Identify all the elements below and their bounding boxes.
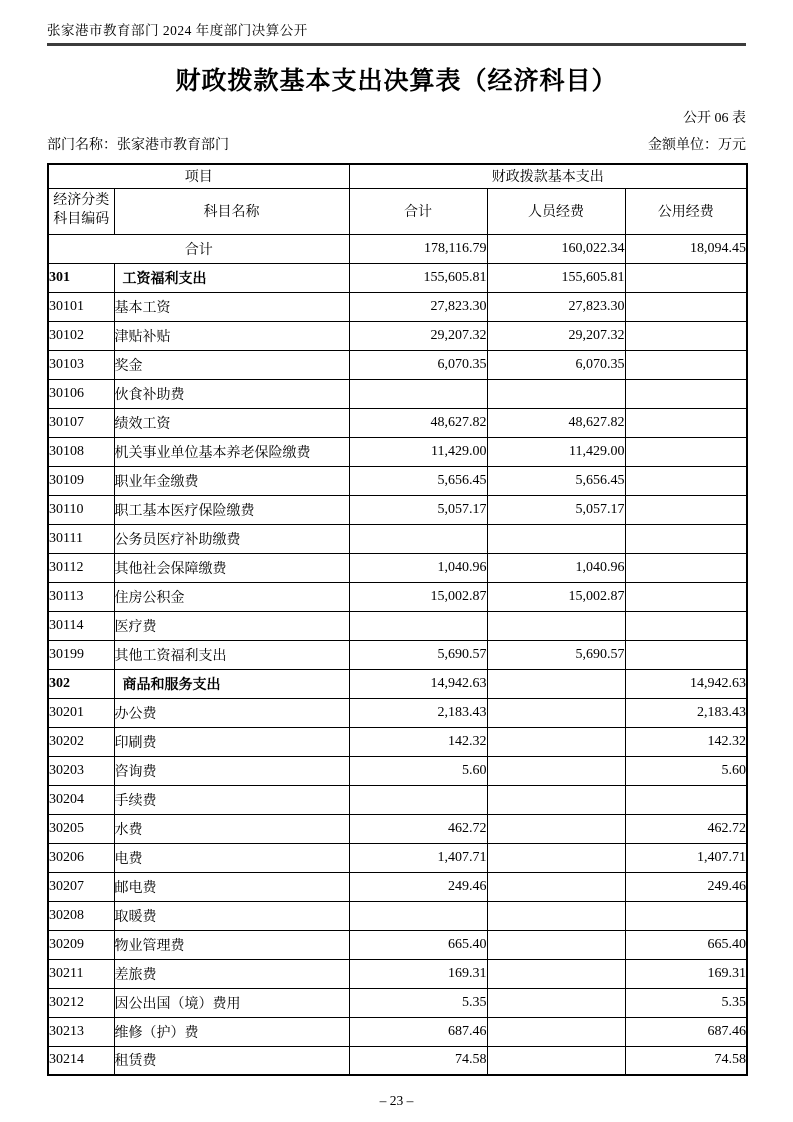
cell-subject-name: 其他工资福利支出 [114,640,349,669]
table-row [48,640,747,669]
cell-personnel-amount: 15,002.87 [487,582,625,611]
cell-subject-code: 30211 [48,959,114,988]
cell-subject-code: 30108 [48,437,114,466]
cell-subject-code: 30110 [48,495,114,524]
cell-personnel-amount: 29,207.32 [487,321,625,350]
table-row [48,785,747,814]
cell-personnel-amount [487,1046,625,1075]
header-rule [47,43,746,46]
table-row [48,988,747,1017]
cell-personnel-amount: 5,690.57 [487,640,625,669]
table-header-group-row [48,164,747,188]
cell-public-amount [625,466,747,495]
cell-subject-name: 工资福利支出 [114,263,349,292]
page-title: 财政拨款基本支出决算表（经济科目） [175,68,618,95]
table-row [48,1046,747,1075]
table-row [48,350,747,379]
cell-subject-name: 办公费 [114,698,349,727]
cell-subject-name: 邮电费 [114,872,349,901]
cell-public-amount: 2,183.43 [625,698,747,727]
cell-total-amount: 15,002.87 [349,582,487,611]
cell-subject-code: 30201 [48,698,114,727]
cell-public-amount [625,408,747,437]
cell-public-amount: 462.72 [625,814,747,843]
cell-total-amount: 5.60 [349,756,487,785]
cell-subject-name: 手续费 [114,785,349,814]
cell-personnel-amount: 6,070.35 [487,350,625,379]
cell-subject-name: 奖金 [114,350,349,379]
cell-subject-code: 30114 [48,611,114,640]
cell-public-amount: 249.46 [625,872,747,901]
cell-public-amount [625,553,747,582]
table-row [48,379,747,408]
cell-personnel-amount: 27,823.30 [487,292,625,321]
cell-public-amount [625,292,747,321]
table-row [48,959,747,988]
table-body [48,234,747,1075]
cell-total-amount [349,379,487,408]
cell-public-amount: 1,407.71 [625,843,747,872]
table-row [48,756,747,785]
cell-subject-code: 30102 [48,321,114,350]
cell-total-amount: 6,070.35 [349,350,487,379]
cell-subject-name: 职工基本医疗保险缴费 [114,495,349,524]
cell-subject-code: 30107 [48,408,114,437]
table-row [48,669,747,698]
cell-public-amount [625,350,747,379]
table-row [48,843,747,872]
cell-subject-code: 30204 [48,785,114,814]
cell-subject-name: 伙食补助费 [114,379,349,408]
cell-public-amount [625,263,747,292]
cell-personnel-amount [487,959,625,988]
cell-personnel-amount [487,988,625,1017]
cell-total-amount: 249.46 [349,872,487,901]
cell-subject-code: 30101 [48,292,114,321]
cell-total-amount: 169.31 [349,959,487,988]
cell-public-amount: 169.31 [625,959,747,988]
cell-personnel-amount [487,872,625,901]
cell-subject-name: 机关事业单位基本养老保险缴费 [114,437,349,466]
table-header-columns-row [48,188,747,234]
cell-total-amount [349,611,487,640]
cell-public-amount [625,437,747,466]
table-row [48,872,747,901]
cell-public-amount: 74.58 [625,1046,747,1075]
cell-subject-code: 30212 [48,988,114,1017]
table-row [48,321,747,350]
cell-public-amount [625,524,747,553]
cell-subject-name: 印刷费 [114,727,349,756]
cell-total-amount: 11,429.00 [349,437,487,466]
cell-personnel-amount [487,756,625,785]
table-row [48,466,747,495]
cell-subject-name: 物业管理费 [114,930,349,959]
cell-subject-name: 绩效工资 [114,408,349,437]
total-row-public: 18,094.45 [625,234,747,263]
running-header [47,0,746,46]
cell-personnel-amount [487,727,625,756]
cell-personnel-amount [487,611,625,640]
cell-subject-name: 取暖费 [114,901,349,930]
cell-public-amount [625,785,747,814]
cell-personnel-amount [487,814,625,843]
cell-personnel-amount [487,901,625,930]
cell-subject-name: 咨询费 [114,756,349,785]
amount-unit: 金额单位：万元 [648,138,746,153]
table-row [48,263,747,292]
cell-subject-name: 维修（护）费 [114,1017,349,1046]
cell-personnel-amount: 155,605.81 [487,263,625,292]
cell-personnel-amount [487,524,625,553]
cell-public-amount: 5.60 [625,756,747,785]
cell-subject-name: 职业年金缴费 [114,466,349,495]
cell-subject-code: 30209 [48,930,114,959]
budget-table [47,163,748,1076]
department-name: 部门名称：张家港市教育部门 [47,138,229,153]
table-row [48,1017,747,1046]
cell-total-amount: 142.32 [349,727,487,756]
cell-public-amount: 687.46 [625,1017,747,1046]
cell-personnel-amount [487,785,625,814]
cell-subject-code: 30106 [48,379,114,408]
cell-subject-code: 302 [48,669,114,698]
cell-total-amount: 5,690.57 [349,640,487,669]
cell-total-amount: 155,605.81 [349,263,487,292]
cell-total-amount: 5.35 [349,988,487,1017]
header-col-code-line1: 经济分类 [53,193,110,209]
cell-public-amount [625,379,747,408]
cell-subject-name: 基本工资 [114,292,349,321]
cell-total-amount [349,901,487,930]
table-row [48,698,747,727]
total-row-personnel: 160,022.34 [487,234,625,263]
cell-subject-code: 30205 [48,814,114,843]
table-number: 公开 06 表 [683,111,746,126]
table-row [48,553,747,582]
cell-public-amount [625,582,747,611]
cell-subject-name: 电费 [114,843,349,872]
cell-subject-name: 租赁费 [114,1046,349,1075]
table-row [48,524,747,553]
running-header-text: 张家港市教育部门 2024 年度部门决算公开 [47,23,308,38]
cell-total-amount: 665.40 [349,930,487,959]
cell-personnel-amount [487,843,625,872]
header-value-group: 财政拨款基本支出 [349,164,747,188]
cell-total-amount [349,524,487,553]
cell-personnel-amount [487,698,625,727]
cell-subject-name: 因公出国（境）费用 [114,988,349,1017]
total-row-total: 178,116.79 [349,234,487,263]
header-col-code-line2: 科目编码 [53,212,110,227]
cell-subject-code: 30112 [48,553,114,582]
table-row [48,495,747,524]
cell-public-amount: 665.40 [625,930,747,959]
table-row [48,727,747,756]
cell-subject-code: 30203 [48,756,114,785]
cell-subject-name: 公务员医疗补助缴费 [114,524,349,553]
table-row [48,814,747,843]
cell-personnel-amount [487,1017,625,1046]
cell-personnel-amount: 1,040.96 [487,553,625,582]
cell-subject-name: 水费 [114,814,349,843]
cell-total-amount [349,785,487,814]
table-row [48,437,747,466]
page-number: – 23 – [379,1093,414,1108]
table-row [48,930,747,959]
cell-subject-code: 30214 [48,1046,114,1075]
cell-subject-name: 差旅费 [114,959,349,988]
cell-subject-code: 30111 [48,524,114,553]
cell-personnel-amount: 48,627.82 [487,408,625,437]
cell-total-amount: 687.46 [349,1017,487,1046]
cell-personnel-amount: 5,057.17 [487,495,625,524]
cell-public-amount: 5.35 [625,988,747,1017]
cell-subject-name: 津贴补贴 [114,321,349,350]
cell-total-amount: 5,656.45 [349,466,487,495]
cell-subject-code: 30103 [48,350,114,379]
header-project-group: 项目 [48,164,349,188]
table-row [48,901,747,930]
header-col-total: 合计 [349,188,487,234]
meta-row [47,134,746,154]
cell-subject-code: 30199 [48,640,114,669]
cell-public-amount [625,640,747,669]
cell-public-amount [625,495,747,524]
cell-subject-code: 301 [48,263,114,292]
cell-total-amount: 74.58 [349,1046,487,1075]
cell-personnel-amount [487,669,625,698]
cell-subject-name: 其他社会保障缴费 [114,553,349,582]
cell-personnel-amount: 11,429.00 [487,437,625,466]
cell-total-amount: 2,183.43 [349,698,487,727]
cell-personnel-amount [487,930,625,959]
table-row [48,292,747,321]
cell-public-amount: 14,942.63 [625,669,747,698]
cell-total-amount: 14,942.63 [349,669,487,698]
cell-public-amount [625,611,747,640]
cell-subject-code: 30213 [48,1017,114,1046]
cell-subject-code: 30113 [48,582,114,611]
cell-public-amount [625,901,747,930]
cell-total-amount: 48,627.82 [349,408,487,437]
table-row [48,611,747,640]
cell-public-amount [625,321,747,350]
cell-subject-code: 30208 [48,901,114,930]
cell-total-amount: 1,407.71 [349,843,487,872]
cell-subject-code: 30109 [48,466,114,495]
header-col-personnel: 人员经费 [487,188,625,234]
cell-public-amount: 142.32 [625,727,747,756]
cell-subject-name: 商品和服务支出 [114,669,349,698]
header-col-code [48,188,114,234]
cell-total-amount: 5,057.17 [349,495,487,524]
cell-personnel-amount [487,379,625,408]
cell-total-amount: 1,040.96 [349,553,487,582]
header-col-name: 科目名称 [114,188,349,234]
header-col-public: 公用经费 [625,188,747,234]
table-row [48,408,747,437]
cell-total-amount: 29,207.32 [349,321,487,350]
cell-subject-code: 30206 [48,843,114,872]
cell-subject-name: 医疗费 [114,611,349,640]
cell-total-amount: 27,823.30 [349,292,487,321]
cell-total-amount: 462.72 [349,814,487,843]
cell-personnel-amount: 5,656.45 [487,466,625,495]
cell-subject-code: 30207 [48,872,114,901]
total-row [48,234,747,263]
cell-subject-name: 住房公积金 [114,582,349,611]
cell-subject-code: 30202 [48,727,114,756]
table-row [48,582,747,611]
total-row-label: 合计 [48,234,349,263]
